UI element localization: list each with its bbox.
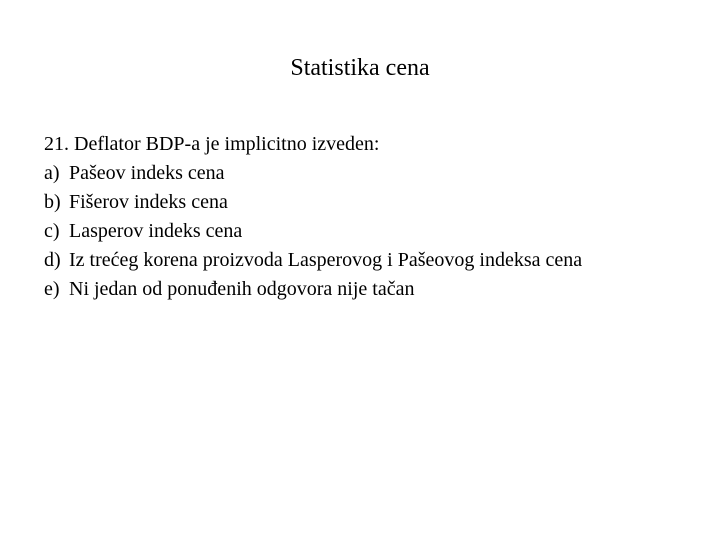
question-block [44, 130, 672, 304]
option-letter: c) [44, 220, 60, 242]
answer-option-b [44, 188, 672, 217]
option-letter: e) [44, 278, 60, 300]
option-text: Lasperov indeks cena [69, 220, 243, 242]
answer-option-e [44, 275, 672, 304]
option-text: Fišerov indeks cena [69, 191, 228, 213]
option-letter: a) [44, 162, 60, 184]
slide-title: Statistika cena [290, 55, 430, 81]
answer-option-d [44, 246, 672, 275]
option-letter: b) [44, 191, 61, 213]
question-text: 21. Deflator BDP-a je implicitno izveden: [44, 133, 380, 155]
option-letter: d) [44, 249, 61, 271]
answer-option-c [44, 217, 672, 246]
option-text: Iz trećeg korena proizvoda Lasperovog i Pašeovog indeksa cena [69, 249, 583, 271]
option-text: Ni jedan od ponuđenih odgovora nije tačan [69, 278, 415, 300]
answer-options-list [44, 159, 672, 304]
option-text: Pašeov indeks cena [69, 162, 225, 184]
answer-option-a [44, 159, 672, 188]
